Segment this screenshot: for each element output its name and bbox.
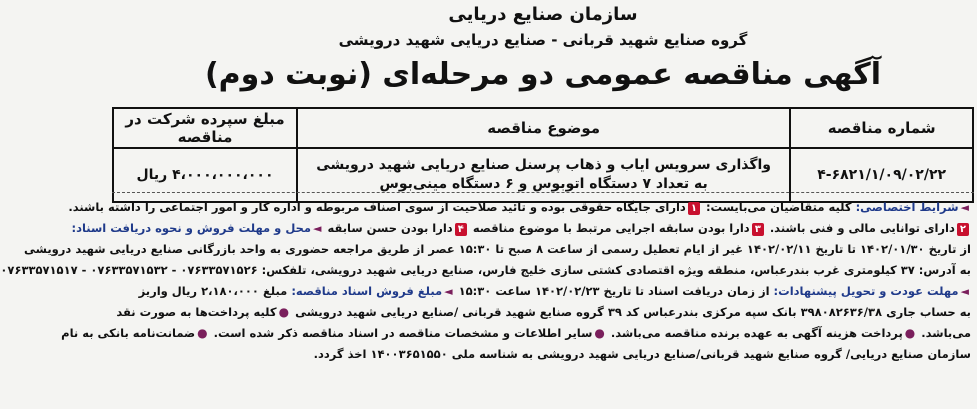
arrow-icon: ◄ [960, 201, 969, 214]
notice-title: آگهی مناقصه عمومی دو مرحله‌ای (نوبت دوم) [204, 57, 882, 92]
price-label: مبلغ فروش اسناد مناقصه: [291, 284, 443, 298]
column-header-deposit: مبلغ سپرده شرکت در مناقصه [113, 108, 297, 148]
sales-line-2: به آدرس: ۳۷ کیلومتری غرب بندرعباس، منطقه ویژه اقتصادی کشتی سازی خلیج فارس، صنایع دریایی شهید درویشی، تلفکس: ۰۷۶۳۳۵۷۱۵۲۶ - ۰۷۶۳۳۵۷۱۵۳۲ - ۰۷۶۳۳۵۷۱۵۱۷ [0, 263, 971, 277]
deadline-label: مهلت عودت و تحویل پیشنهادات: [773, 284, 959, 298]
document-price: مبلغ ۲،۱۸۰،۰۰۰ ریال واریز [138, 284, 288, 298]
tender-number: ۴-۶۸۲۱/۱/۰۹/۰۲/۲۲ [790, 148, 973, 202]
ad-cost-note: پرداخت هزینه آگهی به عهده برنده مناقصه می‌باشد. [610, 326, 903, 340]
tender-subject [297, 148, 790, 202]
payment-line [115, 302, 971, 323]
notice-body [0, 197, 971, 365]
deadline-line [115, 281, 971, 302]
other-info-note: سایر اطلاعات و مشخصات مناقصه در اسناد مناقصه ذکر شده است. [213, 326, 593, 340]
sales-label: محل و مهلت فروش و نحوه دریافت اسناد: [71, 221, 311, 235]
deposit-amount: ۴،۰۰۰،۰۰۰،۰۰۰ ریال [113, 148, 297, 202]
item-number-badge: ۱ [688, 202, 700, 215]
arrow-icon: ◄ [444, 285, 453, 298]
guarantee-note: ضمانت‌نامه بانکی به نام [61, 326, 196, 340]
condition-item-2: دارای توانایی مالی و فنی باشند. [769, 221, 955, 235]
item-number-badge: ۲ [957, 223, 969, 236]
item-number-badge: ۳ [752, 223, 764, 236]
bullet-icon: ● [278, 305, 290, 319]
bullet-icon: ● [904, 326, 916, 340]
notes-line [61, 323, 971, 344]
conditions-label: شرایط اختصاصی: [855, 200, 959, 214]
column-header-subject: موضوع مناقصه [297, 108, 790, 148]
item-number-badge: ۴ [455, 223, 467, 236]
organization-name: سازمان صنایع دریایی [448, 4, 638, 25]
subject-line-2: به تعداد ۷ دستگاه اتوبوس و ۶ دستگاه مینی‌بوس [379, 176, 708, 192]
notes-start: می‌باشد. [921, 326, 971, 340]
bullet-icon: ● [197, 326, 208, 340]
tender-table [112, 107, 974, 203]
conditions-line-2 [71, 218, 971, 239]
subject-line-1: واگذاری سرویس ایاب و ذهاب پرسنل صنایع دریایی شهید درویشی [316, 157, 771, 173]
sales-line-1: از تاریخ ۱۴۰۲/۰۱/۳۰ تا تاریخ ۱۴۰۲/۰۲/۱۱ غیر از ایام تعطیل رسمی از ساعت ۸ صبح تا ۱۵:۳۰ عصر از طریق مراجعه حضوری به واحد بازرگانی صنایع دریایی شهید درویشی [23, 242, 971, 256]
divider [112, 192, 974, 193]
account-info: به حساب جاری ۳۹۸۰۸۲۶۳۶/۳۸ بانک سپه مرکزی بندرعباس کد ۳۹ گروه صنایع شهید قربانی /صنایع دریایی شهید درویشی [295, 305, 971, 319]
table-row [113, 148, 973, 202]
column-header-number: شماره مناقصه [790, 108, 973, 148]
condition-item-4: دارا بودن حسن سابقه [327, 221, 453, 235]
bullet-icon: ● [594, 326, 605, 340]
arrow-icon: ◄ [960, 285, 969, 298]
table-header-row [113, 108, 973, 148]
group-name: گروه صنایع شهید قربانی - صنایع دریایی شهید درویشی [338, 31, 748, 49]
conditions-intro: کلیه متقاضیان می‌بایست: [705, 200, 852, 214]
arrow-icon: ◄ [313, 222, 322, 235]
condition-item-1: دارای جایگاه حقوقی بوده و تائید صلاحیت از سوی اصناف مربوطه و اداره کار و امور اجتماعی را داشته باشند. [68, 200, 686, 214]
guarantee-line: سازمان صنایع دریایی/ گروه صنایع شهید قربانی/صنایع دریایی شهید درویشی به شناسه ملی ۱۴۰۰۳۶۵۱۵۵۰ اخذ گردد. [313, 347, 971, 361]
condition-item-3: دارا بودن سابقه اجرایی مرتبط با موضوع مناقصه [472, 221, 750, 235]
conditions-line [68, 197, 971, 218]
deadline-text: از زمان دریافت اسناد تا تاریخ ۱۴۰۲/۰۲/۲۳ ساعت ۱۵:۳۰ [458, 284, 770, 298]
payment-note: کلیه پرداخت‌ها به صورت نقد [116, 305, 277, 319]
